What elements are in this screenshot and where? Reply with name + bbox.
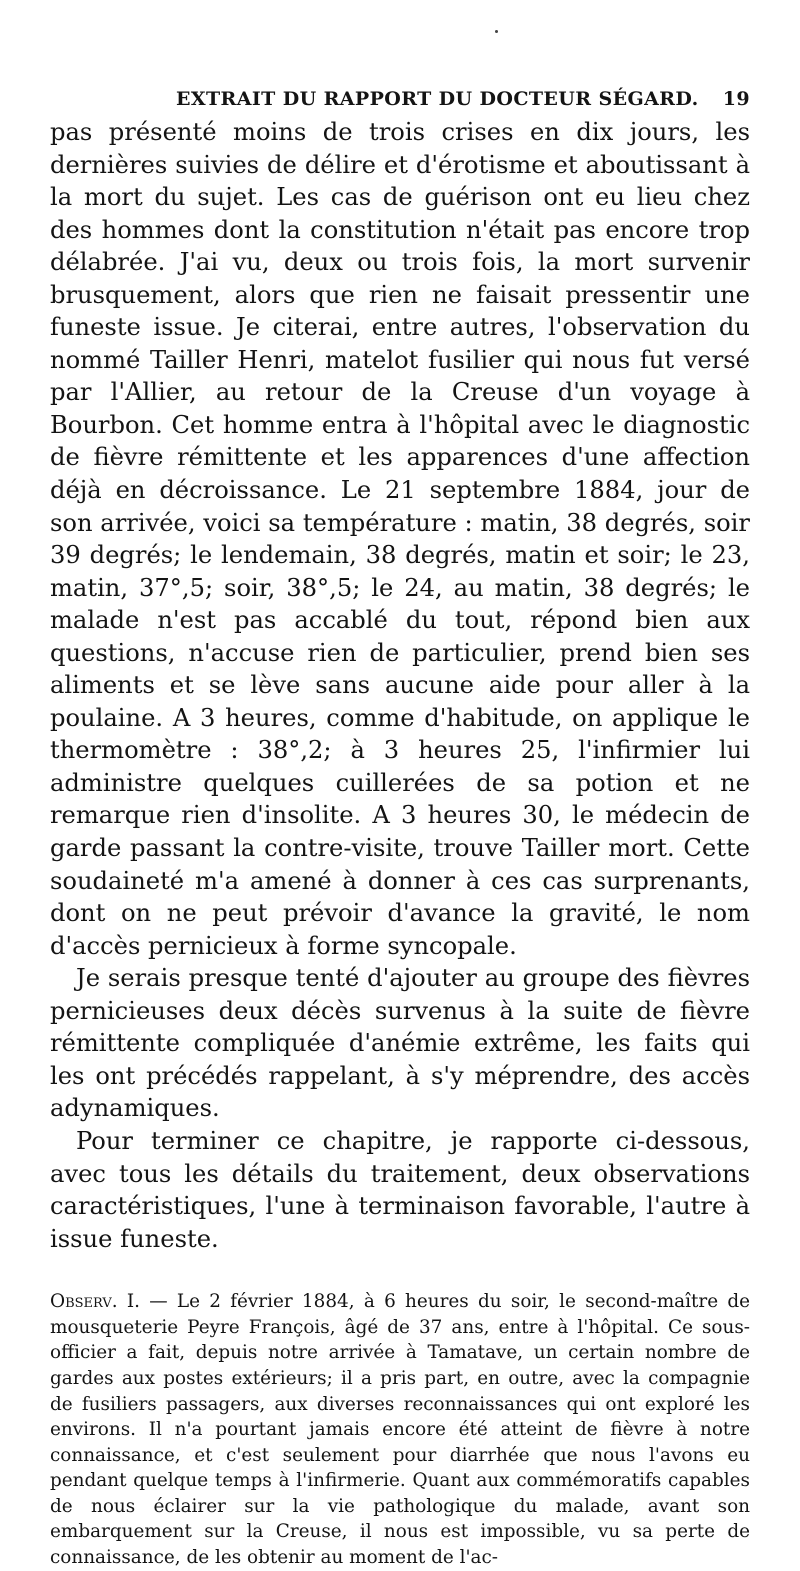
page-content [50,82,750,1571]
observation-note [50,1289,750,1571]
paragraph-2: Je serais presque tenté d'ajouter au groupe des fièvres pernicieuses deux décès survenus à la suite de fièvre rémittente compliquée d'anémie extrême, les faits qui les ont précédés rappelant, à s'y méprendre, des accès adynamiques. [50,964,750,1123]
page-number: 19 [722,88,750,110]
paragraph-1: pas présenté moins de trois crises en dix jours, les dernières suivies de délire et d'érotisme et aboutissant à la mort du sujet. Les cas de guérison ont eu lieu chez des hommes dont la constitution n'était pas encore trop délabrée. J'ai vu, deux ou trois fois, la mort survenir brusquement, alors que rien ne faisait pressentir une funeste issue. Je citerai, entre autres, l'observation du nommé Tailler Henri, matelot fusilier qui nous fut versé par l'Allier, au retour de la Creuse d'un voyage à Bourbon. Cet homme entra à l'hôpital avec le diagnostic de fièvre rémittente et les apparences d'une affection déjà en décroissance. Le 21 septembre 1884, jour de son arrivée, voici sa température : matin, 38 degrés, soir 39 degrés; le lendemain, 38 degrés, matin et soir; le 23, matin, 37°,5; soir, 38°,5; le 24, au matin, 38 degrés; le malade n'est pas accablé du tout, répond bien aux questions, n'accuse rien de particulier, prend bien ses aliments et se lève sans aucune aide pour aller à la poulaine. A 3 heures, comme d'habitude, on applique le thermomètre : 38°,2; à 3 heures 25, l'infirmier lui administre quelques cuillerées de sa potion et ne remarque rien d'insolite. A 3 heures 30, le médecin de garde passant la contre-visite, trouve Tailler mort. Cette soudaineté m'a amené à donner à ces cas surprenants, dont on ne peut prévoir d'avance la gravité, le nom d'accès pernicieux à forme syncopale. [50,118,750,960]
paragraph-3: Pour terminer ce chapitre, je rapporte ci-dessous, avec tous les détails du traitement, deux observations caractéristiques, l'une à terminaison favorable, l'autre à issue funeste. [50,1126,750,1253]
running-head [50,82,750,116]
body-text [50,116,750,1255]
print-speck [495,30,498,33]
observation-text: — Le 2 février 1884, à 6 heures du soir, le second-maître de mousqueterie Peyre François, âgé de 37 ans, entre à l'hôpital. Ce sous-officier a fait, depuis notre arrivée à Tamatave, un certain nombre de gardes aux postes extérieurs; il a pris part, en outre, avec la compagnie de fusiliers passagers, aux diverses reconnaissances qui ont exploré les environs. Il n'a pourtant jamais encore été atteint de fièvre à notre connaissance, et c'est seulement pour diarrhée que nous l'avons eu pendant quelque temps à l'infirmerie. Quant aux commémoratifs capables de nous éclairer sur la vie pathologique du malade, avant son embarquement sur la Creuse, il nous est impossible, vu sa perte de connaissance, de les obtenir au moment de l'ac- [50,1291,750,1569]
running-title: EXTRAIT DU RAPPORT DU DOCTEUR SÉGARD. [176,88,699,110]
observation-label: Observ. I. [50,1291,140,1313]
